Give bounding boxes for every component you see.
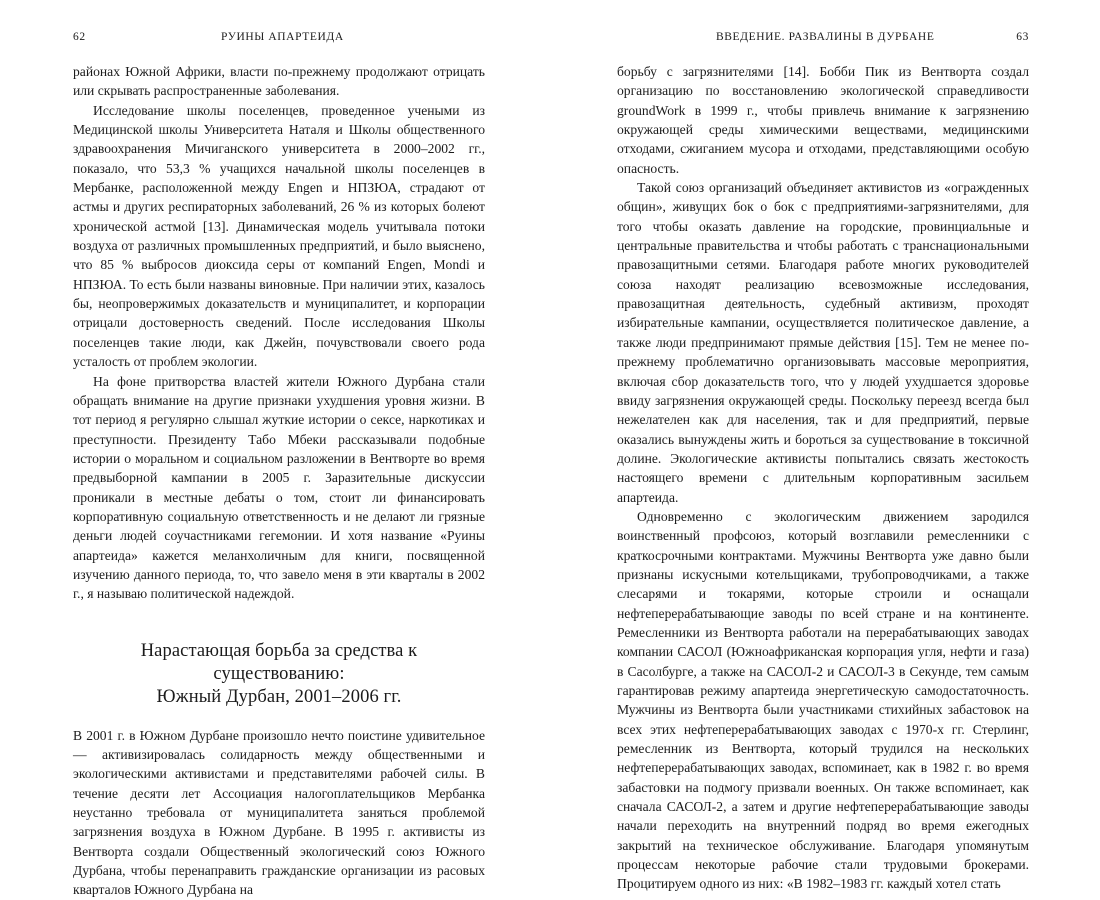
left-page xyxy=(73,0,485,898)
left-page-body xyxy=(73,62,485,900)
paragraph: В 2001 г. в Южном Дурбане произошло нечто поистине удивительное — активизировалась солидарность между общественными и экологическими активистами и представителями рабочей силы. В течение десяти лет Ассоциация налогоплательщиков Мербанка неустанно требовала от муниципалитета заняться проблемой загрязнения воздуха в Южном Дурбане. В 1995 г. активисты из Вентворта создали Общественный экологический союз Южного Дурбана, чтобы перенаправить гражданские организации из расовых кварталов Южного Дурбана на xyxy=(73,727,485,898)
paragraph: На фоне притворства властей жители Южного Дурбана стали обращать внимание на другие признаки ухудшения уровня жизни. В тот период я регулярно слышал жуткие истории о сексе, наркотиках и преступности. Президенту Табо Мбеки рассказывали подобные истории о моральном и социальном разложении в Вентворте во время предвыборной кампании в 2005 г. Заразительные дискуссии проникали в местные дебаты о том, стоит ли финансировать корпоративную социальную ответственность и не делают ли грязные деньги людей соучастниками гегемонии. И хотя название «Руины апартеида» кажется меланхоличным для книги, посвященной изучению данного периода, то, что завело меня в эти кварталы в 2002 г., я называю политической надеждой. xyxy=(73,373,485,602)
section-heading xyxy=(73,640,485,709)
left-running-header xyxy=(73,31,485,47)
right-running-header xyxy=(617,31,1029,47)
section-heading-line-1: Нарастающая борьба за средства к существованию: xyxy=(140,640,418,684)
right-page xyxy=(617,0,1029,892)
paragraph: Исследование школы поселенцев, проведенное учеными из Медицинской школы Университета Наталя и Школы общественного здравоохранения Мичиганского университета в 2000–2002 гг., показало, что 53,3 % учащихся начальной школы поселенцев в Мербанке, расположенной между Engen и НПЗЮА, страдают от астмы и других респираторных заболеваний, 26 % из которых болеют хронической астмой [13]. Динамическая модель учитывала потоки воздуха от различных промышленных предприятий, и было выяснено, что 85 % выбросов диоксида серы от компаний Engen, Mondi и НПЗЮА. То есть были названы виновные. При наличии этих, казалось бы, неопровержимых доказательств и муниципалитет, и корпорации отрицали достоверность сведений. После исследования Школы поселенцев такие люди, как Джейн, почувствовали своего рода усталость от проблем экологии. xyxy=(73,102,485,370)
paragraph: районах Южной Африки, власти по-прежнему продолжают отрицать или скрывать распространенные заболевания. xyxy=(73,64,485,99)
left-running-title: РУИНЫ АПАРТЕИДА xyxy=(221,31,344,43)
right-page-number: 63 xyxy=(1016,31,1029,43)
paragraph: борьбу с загрязнителями [14]. Бобби Пик из Вентворта создал организацию по восстановлению экологической справедливости groundWork в 1999 г., чтобы привлечь внимание к загрязнению окружающей среды химическими веществами, медицинскими отходами, сжиганием мусора и отходами, представляющими особую опасность. xyxy=(617,64,1029,176)
right-page-body xyxy=(617,62,1029,894)
paragraph: Такой союз организаций объединяет активистов из «огражденных общин», живущих бок о бок с предприятиями-загрязнителями, для того чтобы оказать давление на городские, провинциальные и центральные правительства и чтобы работать с транснациональными правозащитными сетями. Благодаря работе многих руководителей союза находят реализацию всевозможные исследования, правозащитная деятельность, судебный активизм, проходят избирательные кампании, осуществляется политическое давление, а также люди предпринимают прямые действия [15]. Тем не менее по-прежнему проблематично организовывать массовые мероприятия, включая сбор доказательств того, что у людей ухудшается здоровье ввиду загрязнения окружающей среды. Поскольку переезд всегда был нежелателен как для населения, так и для предприятий, первые оказались вынуждены жить и бороться за существование в токсичной долине. Экологические активисты попытались связать жестокость настоящего времени с длительным корпоративным засильем апартеида. xyxy=(617,180,1029,505)
left-page-number: 62 xyxy=(73,31,86,43)
right-running-title: ВВЕДЕНИЕ. РАЗВАЛИНЫ В ДУРБАНЕ xyxy=(716,31,935,43)
section-heading-line-2: Южный Дурбан, 2001–2006 гг. xyxy=(156,686,402,707)
paragraph: Одновременно с экологическим движением зародился воинственный профсоюз, который возглавили ремесленники с краткосрочными контрактами. Мужчины Вентворта уже давно были признаны искусными котельщиками, трубопроводчиками, а также слесарями и токарями, которые строили и оснащали нефтеперерабатывающие заводы по всей стране и на континенте. Ремесленники из Вентворта работали на перерабатывающих заводах компании САСОЛ (Южноафриканская корпорация угля, нефти и газа) в Сасолбурге, а также на САСОЛ-2 и САСОЛ-3 в Секунде, тем самым гарантировав режиму апартеида энергетическую самодостаточность. Мужчины из Вентворта были участниками стихийных забастовок на всех этих нефтеперерабатывающих заводах с 1970-х гг. Стерлинг, ремесленник из Вентворта, который трудился на нескольких нефтеперерабатывающих заводах, вспоминает, как в 1982 г. во время забастовки на подмогу призвали военных. Он также вспоминает, как сначала САСОЛ-2, а затем и другие нефтеперерабатывающие заводы начали переходить на внутренний подряд во время ежегодных закрытий на техническое обслуживание. Благодаря упомянутым процессам некоторые рабочие стали трудовыми брокерами. Процитируем одного из них: «В 1982–1983 гг. каждый хотел стать xyxy=(617,508,1029,892)
